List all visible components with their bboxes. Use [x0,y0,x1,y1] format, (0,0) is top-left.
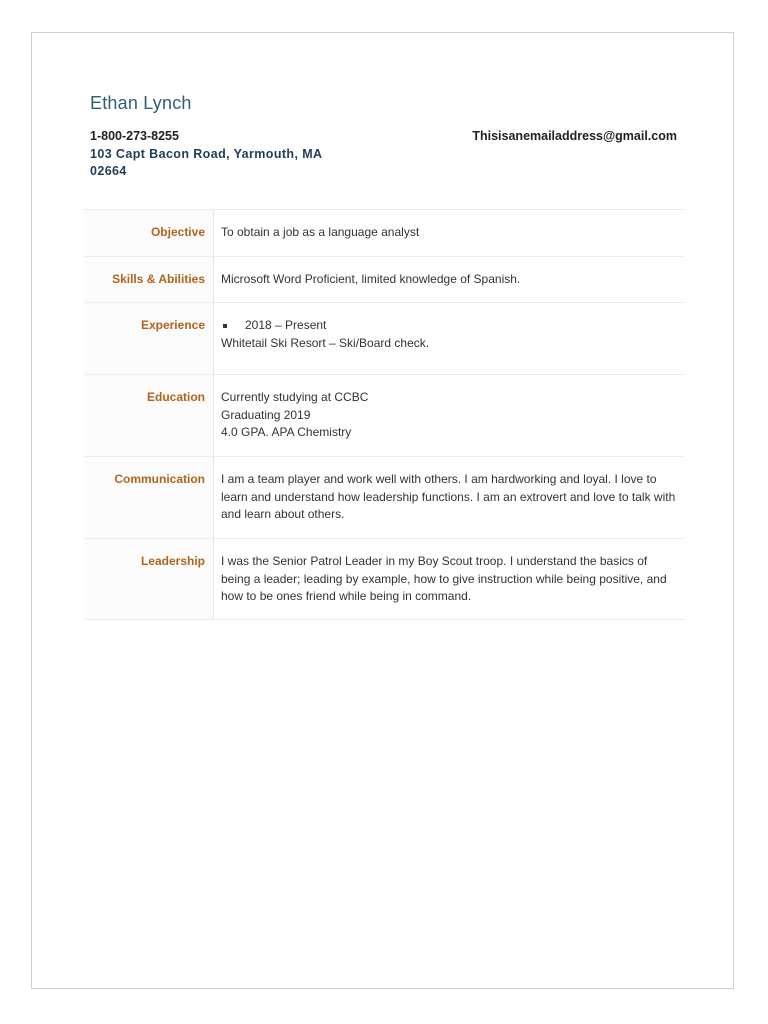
section-content [214,457,684,538]
section-content [214,210,684,256]
bullet-icon [223,324,227,328]
street-address: 103 Capt Bacon Road, Yarmouth, MA 02664 [90,147,322,178]
section-objective [84,210,684,257]
section-experience [84,303,684,375]
section-content [214,375,684,456]
section-education [84,375,684,457]
section-line: To obtain a job as a language analyst [221,225,420,239]
section-label: Objective [84,210,214,256]
section-content [214,303,684,374]
section-label: Skills & Abilities [84,257,214,302]
section-paragraph: I am a team player and work well with others. I am hardworking and loyal. I love to learn and understand how leadership functions. I am an extrovert and love to talk with and learn about others. [221,472,676,521]
section-communication [84,457,684,539]
email-address: Thisisanemailaddress@gmail.com [472,129,677,143]
section-label: Education [84,375,214,456]
section-line: Microsoft Word Proficient, limited knowledge of Spanish. [221,272,521,286]
section-skills [84,257,684,303]
phone-number: 1-800-273-8255 [90,129,179,143]
section-leadership [84,539,684,620]
resume-name: Ethan Lynch [90,93,192,113]
section-content [214,539,684,619]
section-line: Graduating 2019 [221,407,311,422]
section-line: Whitetail Ski Resort – Ski/Board check. [221,335,430,350]
resume-page [31,32,734,989]
section-label: Experience [84,303,214,374]
section-line: Currently studying at CCBC [221,390,369,404]
section-label: Communication [84,457,214,538]
section-label: Leadership [84,539,214,619]
bullet-item [221,317,678,335]
section-line: 4.0 GPA. APA Chemistry [221,425,352,439]
section-paragraph: I was the Senior Patrol Leader in my Boy Scout troop. I understand the basics of being a leader; leading by example, how to give instruction while being positive, and how to be ones friend while being in command. [221,554,667,603]
section-content [214,257,684,302]
bullet-text: 2018 – Present [245,318,327,332]
resume-sections-table [84,209,684,620]
